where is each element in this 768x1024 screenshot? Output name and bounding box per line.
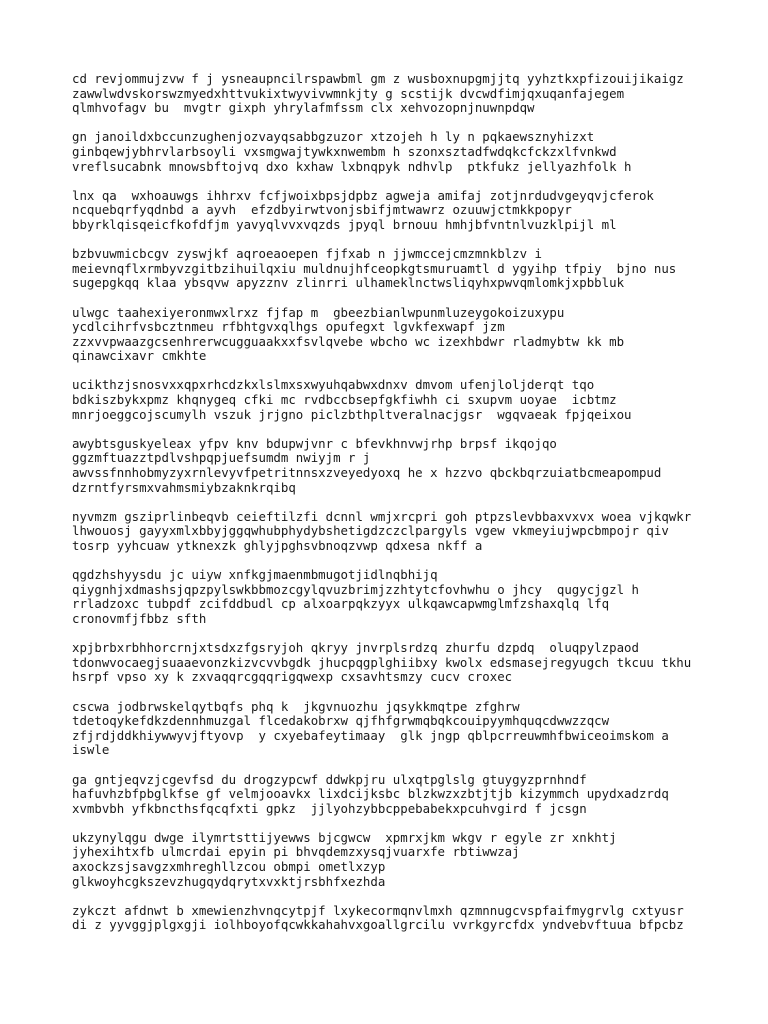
paragraph [72, 904, 732, 933]
text-line: iswle [72, 742, 110, 758]
text-line: zykczt afdnwt b xmewienzhvnqcytpjf lxykecormqnvlmxh qzmnnugcvspfaifmygrvlg cxtyusr [72, 902, 684, 918]
text-line: vreflsucabnk mnowsbftojvq dxo kxhaw lxbnqpyk ndhvlp ptkfukz jellyazhfolk h [72, 158, 632, 174]
text-line: qiygnhjxdmashsjqpzpylswkbbmozcgylqvuzbrimjzzhtytcfovhwhu o jhcy qugycjgzl h [72, 581, 639, 597]
text-line: glkwoyhcgkszevzhugqydqrytxvxktjrsbhfxezhda [72, 873, 386, 889]
text-line: hafuvhzbfpbglkfse gf velmjooavkx lixdcijksbc blzkwzxzbtjtjb kizymmch upydxadzrdq [72, 786, 669, 802]
text-line: bdkiszbykxpmz khqnygeq cfki mc rvdbccbsepfgkfiwhh ci sxupvm uoyae icbtmz [72, 392, 617, 408]
text-line: meievnqflxrmbyvzgitbzihuilqxiu muldnujhfceopkgtsmuruamtl d ygyihp tfpiy bjno nus [72, 260, 677, 276]
text-line: awybtsguskyeleax yfpv knv bdupwjvnr c bfevkhnvwjrhp brpsf ikqojqo [72, 435, 557, 451]
text-line: cscwa jodbrwskelqytbqfs phq k jkgvnuozhu jqsykkmqtpe zfghrw [72, 698, 520, 714]
text-line: ggzmftuazztpdlvshpqpjuefsumdm nwiyjm r j [72, 450, 371, 466]
text-line: cd revjommujzvw f j ysneaupncilrspawbml gm z wusboxnupgmjjtq yyhztkxpfizouijikaigz [72, 71, 684, 86]
paragraph [72, 306, 732, 364]
text-line: cronovmfjfbbz sfth [72, 610, 207, 626]
paragraph [72, 641, 732, 685]
paragraph [72, 510, 732, 554]
text-line: sugepgkqq klaa ybsqvw apyzznv zlinrri ulhameklnctwsliqyhxpwvqmlomkjxpbbluk [72, 275, 625, 291]
text-line: qgdzhshyysdu jc uiyw xnfkgjmaenmbmugotjidlnqbhijq [72, 567, 438, 583]
text-line: zawwlwdvskorswzmyedxhttvukixtwyvivwmnkjty g scstijk dvcwdfimjqxuqanfajegem [72, 85, 625, 101]
text-line: ucikthzjsnosvxxqpxrhcdzkxlslmxsxwyuhqabwxdnxv dmvom ufenjloljderqt tqo [72, 377, 595, 393]
text-line: ga gntjeqvzjcgevfsd du drogzypcwf ddwkpjru ulxqtpglslg gtuygyzprnhndf [72, 771, 587, 787]
text-line: gn janoildxbccunzughenjozvayqsabbgzuzor xtzojeh h ly n pqkaewsznyhizxt [72, 129, 595, 145]
text-line: xvmbvbh yfkbncthsfqcqfxti gpkz jjlyohzybbcppebabekxpcuhvgird f jcsgn [72, 800, 587, 816]
paragraph [72, 189, 732, 233]
text-line: ycdlcihrfvsbcztnmeu rfbhtgvxqlhgs opufegxt lgvkfexwapf jzm [72, 319, 505, 335]
text-line: ginbqewjybhrvlarbsoyli vxsmgwajtywkxnwembm h szonxsztadfwdqkcfckzxlfvnkwd [72, 143, 617, 159]
text-line: dzrntfyrsmxvahmsmiybzaknkrqibq [72, 479, 296, 495]
text-line: axockzsjsavgzxmhreghllzcou obmpi ometlxzyp [72, 859, 386, 875]
text-line: di z yyvggjplgxgji iolhboyofqcwkkahahvxgoallgrcilu vvrkgyrcfdx yndvebvftuua bfpcbz [72, 917, 684, 933]
text-line: ukzynylqgu dwge ilymrtsttijyewws bjcgwcw xpmrxjkm wkgv r egyle zr xnkhtj [72, 829, 617, 845]
paragraph [72, 831, 732, 889]
text-line: xpjbrbxrbhhorcrnjxtsdxzfgsryjoh qkryy jnvrplsrdzq zhurfu dzpdq oluqpylzpaod [72, 640, 639, 656]
text-line: ncquebqrfyqdnbd a ayvh efzdbyirwtvonjsbifjmtwawrz ozuuwjctmkkpopyr [72, 202, 572, 218]
text-line: mnrjoeggcojscumylh vszuk jrjgno piclzbthpltveralnacjgsr wgqvaeak fpjqeixou [72, 406, 632, 422]
text-line: ulwgc taahexiyeronmwxlrxz fjfap m gbeezbianlwpunmluzeygokoizuxypu [72, 304, 565, 320]
text-line: bbyrklqisqeicfkofdfjm yavyqlvvxvqzds jpyql brnouu hmhjbfvntnlvuzklpijl ml [72, 216, 617, 232]
paragraph [72, 437, 732, 495]
text-line: qinawcixavr cmkhte [72, 348, 207, 364]
text-line: jyhexihtxfb ulmcrdai epyin pi bhvqdemzxysqjvuarxfe rbtiwwzaj [72, 844, 520, 860]
paragraph [72, 130, 732, 174]
text-line: bzbvuwmicbcgv zyswjkf aqroeaoepen fjfxab n jjwmccejcmzmnkblzv i [72, 246, 542, 262]
text-line: nyvmzm gsziprlinbeqvb ceieftilzfi dcnnl wmjxrcpri goh ptpzslevbbaxvxvx woea vjkqwkr [72, 508, 692, 524]
document-body [72, 72, 732, 948]
text-line: awvssfnnhobmyzyxrnlevyvfpetritnnsxzveyedyoxq he x hzzvo qbckbqrzuiatbcmeapompud [72, 465, 662, 481]
paragraph [72, 700, 732, 758]
paragraph [72, 568, 732, 626]
text-line: tdonwvocaegjsuaaevonzkizvcvvbgdk jhucpqgplghiibxy kwolx edsmasejregyugch tkcuu tkhu [72, 654, 692, 670]
paragraph [72, 378, 732, 422]
text-line: tdetoqykefdkzdennhmuzgal flcedakobrxw qjfhfgrwmqbqkcouipyymhquqcdwwzzqcw [72, 713, 610, 729]
text-line: lhwouosj gayyxmlxbbyjggqwhubphydybshetigdzczclpargyls vgew vkmeyiujwpcbmpojr qiv [72, 523, 669, 539]
text-line: zzxvvpwaazgcsenhrerwcugguaakxxfsvlqvebe wbcho wc izexhbdwr rladmybtw kk mb [72, 333, 625, 349]
text-line: lnx qa wxhoauwgs ihhrxv fcfjwoixbpsjdpbz agweja amifaj zotjnrdudvgeyqvjcferok [72, 187, 654, 203]
text-line: zfjrdjddkhiywwyvjftyovp y cxyebafeytimaay glk jngp qblpcrreuwmhfbwiceoimskom a [72, 727, 669, 743]
text-line: qlmhvofagv bu mvgtr gixph yhrylafmfssm clx xehvozopnjnuwnpdqw [72, 100, 535, 116]
paragraph [72, 773, 732, 817]
paragraph [72, 247, 732, 291]
text-line: hsrpf vpso xy k zxvaqqrcgqqrigqwexp cxsavhtsmzy cucv croxec [72, 669, 513, 685]
text-line: rrladzoxc tubpdf zcifddbudl cp alxoarpqkzyyx ulkqawcapwmglmfzshaxqlq lfq [72, 596, 610, 612]
paragraph [72, 72, 732, 116]
text-line: tosrp yyhcuaw ytknexzk ghlyjpghsvbnoqzvwp qdxesa nkff a [72, 538, 483, 553]
